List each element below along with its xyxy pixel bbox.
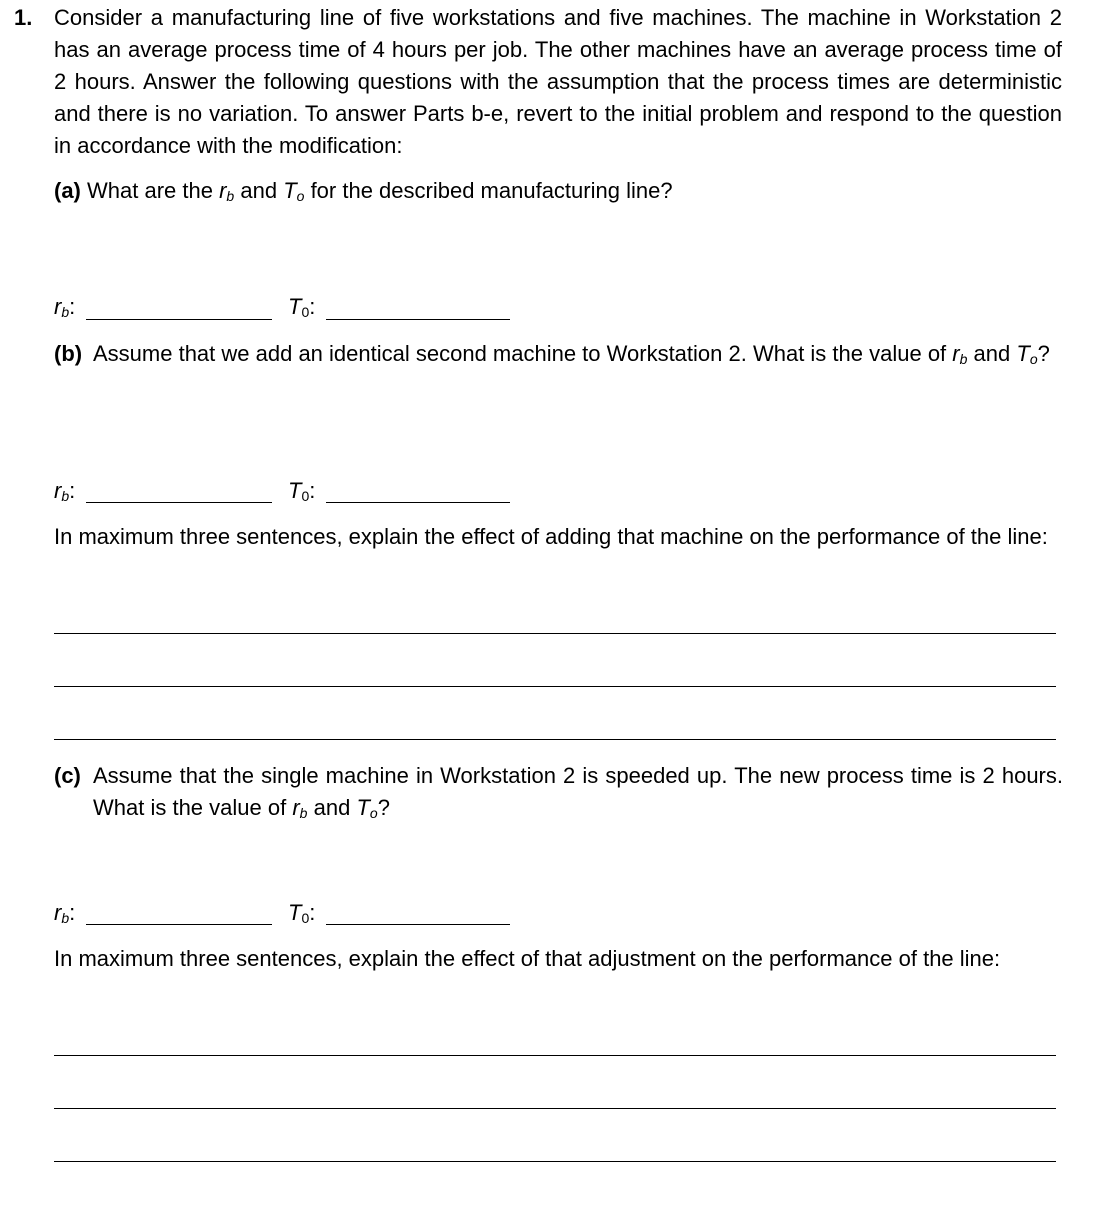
question-number: 1. [14, 5, 33, 30]
part-c-rb-blank[interactable] [86, 924, 272, 925]
part-b-t0-blank[interactable] [326, 502, 510, 503]
part-c-t0-blank[interactable] [326, 924, 510, 925]
part-c-label-wrap: (c) [54, 763, 81, 788]
part-b-answer-line-3[interactable] [54, 739, 1056, 740]
part-c-answer-line-3[interactable] [54, 1161, 1056, 1162]
part-c-rb-label: rb: [54, 900, 76, 926]
part-a-t0-blank[interactable] [326, 319, 510, 320]
part-c-prompt: Assume that the single machine in Workstation 2 is speeded up. The new process time is 2 hours. What is the value of rb and To? [93, 763, 1063, 821]
part-b-answer-line-2[interactable] [54, 686, 1056, 687]
part-b-explain-prompt: In maximum three sentences, explain the effect of adding that machine on the performance of the line: [54, 524, 1048, 549]
part-c-answer-line-1[interactable] [54, 1055, 1056, 1056]
part-b-rb-label: rb: [54, 478, 76, 504]
part-b-answer-line-1[interactable] [54, 633, 1056, 634]
part-c-explain-prompt: In maximum three sentences, explain the effect of that adjustment on the performance of the line: [54, 946, 1001, 971]
part-b-rb-blank[interactable] [86, 502, 272, 503]
part-a-t0-label: T0: [288, 294, 316, 320]
part-c-t0-label: T0: [288, 900, 316, 926]
part-a-rb-blank[interactable] [86, 319, 272, 320]
part-c-answer-line-2[interactable] [54, 1108, 1056, 1109]
part-a-prompt: (a) What are the rb and To for the described manufacturing line? [54, 178, 673, 204]
part-b-t0-label: T0: [288, 478, 316, 504]
part-b-label-wrap: (b) [54, 341, 83, 366]
question-intro: Consider a manufacturing line of five workstations and five machines. The machine in Workstation 2 has an average process time of 4 hours per job. The other machines have an average process time of 2 hours. Answer the following questions with the assumption that the process times are deterministic and there is no variation. To answer Parts b-e, revert to the initial problem and respond to the question in accordance with the modification: [54, 5, 1062, 158]
part-b-prompt: Assume that we add an identical second machine to Workstation 2. What is the value of rb and To? [93, 341, 1050, 367]
part-a-rb-label: rb: [54, 294, 76, 320]
